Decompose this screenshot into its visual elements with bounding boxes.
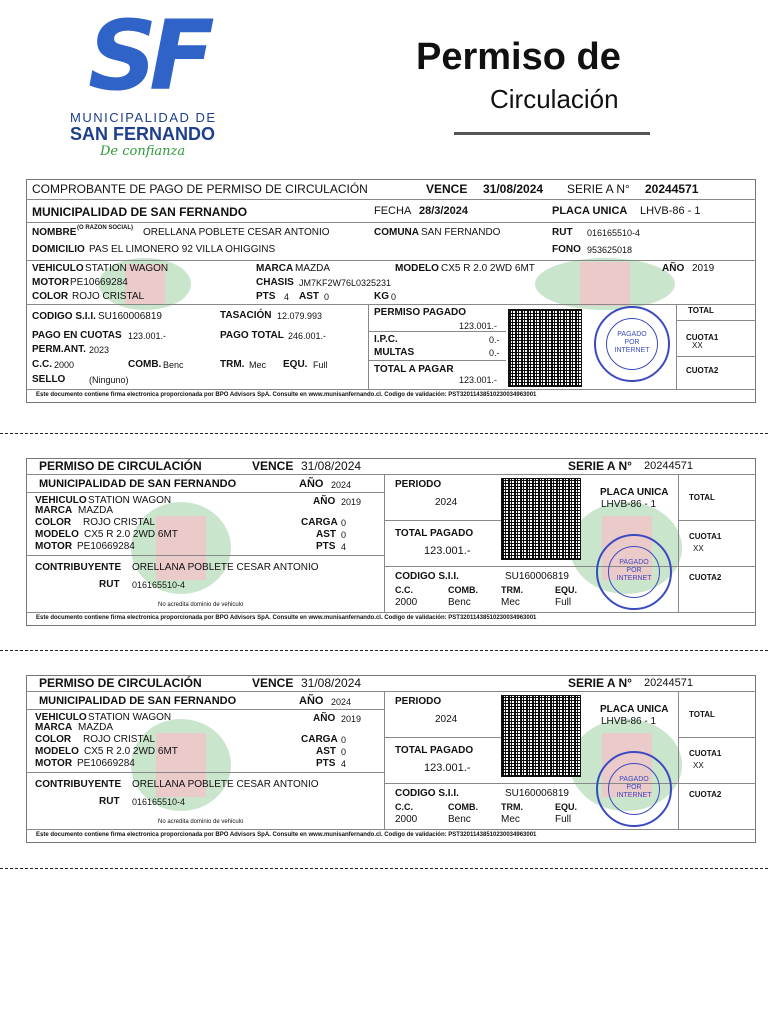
title-line2: Circulación — [490, 84, 619, 114]
stub-placa-value: LHVB-86 - 1 — [601, 716, 657, 727]
ipc-label: I.P.C. — [374, 334, 398, 345]
stub-modelo-label: MODELO — [35, 746, 79, 757]
stub-municipality: MUNICIPALIDAD DE SAN FERNANDO — [39, 695, 237, 707]
cuotas-label: PAGO EN CUOTAS — [32, 330, 122, 341]
sello-value: (Ninguno) — [89, 375, 129, 385]
stub-cuota1-label: CUOTA1 — [689, 532, 722, 541]
kg-label: KG — [374, 291, 389, 302]
stub-vence-label: VENCE — [252, 459, 294, 473]
municipal-logo — [60, 0, 240, 166]
permiso-pagado-label: PERMISO PAGADO — [374, 307, 467, 318]
stub-equ-value: Full — [555, 597, 572, 608]
stub-cuota1-label: CUOTA1 — [689, 749, 722, 758]
stub-contribuyente-value: ORELLANA POBLETE CESAR ANTONIO — [132, 562, 319, 573]
ipc-value: 0.- — [489, 335, 500, 345]
modelo-value: CX5 R 2.0 2WD 6MT — [441, 263, 535, 274]
pts-label: PTS — [256, 291, 276, 302]
stub-total-pagado-label: TOTAL PAGADO — [395, 528, 474, 539]
stub-serie-label: SERIE A N° — [568, 676, 632, 690]
stub-trm-value: Mec — [501, 814, 520, 825]
multas-label: MULTAS — [374, 347, 415, 358]
stub-color-label: COLOR — [35, 517, 72, 528]
stub-contribuyente-label: CONTRIBUYENTE — [35, 562, 122, 573]
stub-pts-label: PTS — [316, 541, 336, 552]
fono-value: 953625018 — [587, 245, 633, 255]
stub-rut-value: 016165510-4 — [132, 797, 186, 807]
stub-rut-label: RUT — [99, 579, 120, 590]
stub-marca-label: MARCA — [35, 505, 73, 516]
stub-codigo-value: SU160006819 — [505, 571, 569, 582]
stub-codigo-label: CODIGO S.I.I. — [395, 788, 459, 799]
stub-anio-vehiculo: 2019 — [341, 497, 362, 507]
stub-vence-value: 31/08/2024 — [301, 459, 362, 473]
stub-pts-value: 4 — [341, 759, 347, 769]
stub-vehiculo-value: STATION WAGON — [88, 495, 172, 506]
codigo-value: SU160006819 — [98, 311, 162, 322]
stub-no-acredita: No acredita dominio de vehiculo — [158, 819, 244, 825]
stub-rut-label: RUT — [99, 796, 120, 807]
stub-placa-label: PLACA UNICA — [600, 704, 669, 715]
stub-anio-label: AÑO — [299, 478, 324, 490]
comb-value: Benc — [163, 360, 184, 370]
stub-municipality: MUNICIPALIDAD DE SAN FERNANDO — [39, 478, 237, 490]
stub-trm-label: TRM. — [501, 585, 523, 595]
chasis-value: JM7KF2W76L0325231 — [299, 278, 392, 288]
stub-trm-value: Mec — [501, 597, 520, 608]
seal-center-1: PAGADO — [617, 331, 647, 338]
fono-label: FONO — [552, 244, 581, 255]
stub-vence-label: VENCE — [252, 676, 294, 690]
perm-ant-label: PERM.ANT. — [32, 344, 86, 355]
rut-value: 016165510-4 — [587, 228, 641, 238]
domicilio-value: PAS EL LIMONERO 92 VILLA OHIGGINS — [89, 244, 276, 255]
stub-carga-label: CARGA — [301, 734, 338, 745]
stub-comb-value: Benc — [448, 814, 471, 825]
chasis-label: CHASIS — [256, 277, 294, 288]
stub-color-label: COLOR — [35, 734, 72, 745]
stub-codigo-value: SU160006819 — [505, 788, 569, 799]
stub-vehiculo-value: STATION WAGON — [88, 712, 172, 723]
stub-total-label: TOTAL — [689, 710, 715, 719]
tasacion-label: TASACIÓN — [220, 310, 272, 321]
seal-center-3: INTERNET — [616, 792, 652, 799]
stub-equ-label: EQU. — [555, 585, 578, 595]
pago-total-value: 246.001.- — [288, 331, 327, 341]
qr-code — [501, 695, 581, 777]
stub-periodo-label: PERIODO — [395, 696, 442, 707]
placa-label: PLACA UNICA — [552, 205, 628, 217]
stub-equ-label: EQU. — [555, 802, 578, 812]
stub-anio-permiso: 2024 — [331, 697, 352, 707]
cut-line — [0, 868, 768, 869]
kg-value: 0 — [391, 292, 397, 302]
stub-anio-label: AÑO — [299, 695, 324, 707]
stub-motor-label: MOTOR — [35, 758, 73, 769]
logo-letters: SF — [88, 0, 207, 112]
stub-cuota2-label: CUOTA2 — [689, 573, 722, 582]
seal-center-3: INTERNET — [614, 347, 650, 354]
stub-comb-label: COMB. — [448, 585, 478, 595]
serie-value: 20244571 — [645, 182, 699, 196]
stub-modelo-label: MODELO — [35, 529, 79, 540]
comb-label: COMB. — [128, 359, 162, 370]
seal-center-2: POR — [626, 784, 642, 791]
cuota1-value: XX — [692, 341, 703, 350]
equ-value: Full — [313, 360, 328, 370]
equ-label: EQU. — [283, 359, 308, 370]
logo-tagline: De confianza — [100, 144, 186, 159]
stub-title: PERMISO DE CIRCULACIÓN — [39, 459, 202, 473]
comuna-value: SAN FERNANDO — [421, 227, 501, 238]
marca-value: MAZDA — [295, 263, 330, 274]
stub-vehiculo-label: VEHICULO — [35, 712, 87, 723]
cuotas-value: 123.001.- — [128, 331, 167, 341]
permiso-pagado-value: 123.001.- — [459, 321, 498, 331]
domicilio-label: DOMICILIO — [32, 244, 85, 255]
title-underline — [454, 132, 650, 135]
fecha-label: FECHA — [374, 205, 412, 217]
stub-total-pagado-value: 123.001.- — [424, 545, 471, 557]
nombre-value: ORELLANA POBLETE CESAR ANTONIO — [143, 227, 330, 238]
color-label: COLOR — [32, 291, 69, 302]
modelo-label: MODELO — [395, 263, 439, 274]
stub-cc-value: 2000 — [395, 814, 418, 825]
stub-marca-value: MAZDA — [78, 505, 113, 516]
stub-serie-value: 20244571 — [644, 460, 693, 472]
stub-serie-label: SERIE A N° — [568, 459, 632, 473]
multas-value: 0.- — [489, 348, 500, 358]
stub-anio-vehiculo-label: AÑO — [313, 496, 336, 507]
stub-periodo-value: 2024 — [435, 714, 458, 725]
seal-center-1: PAGADO — [619, 776, 649, 783]
stub-cuota2-label: CUOTA2 — [689, 790, 722, 799]
seal-center-2: POR — [626, 567, 642, 574]
stub-trm-label: TRM. — [501, 802, 523, 812]
total-pagar-value: 123.001.- — [459, 375, 498, 385]
municipality-name: MUNICIPALIDAD DE SAN FERNANDO — [32, 205, 248, 219]
stub-total-pagado-label: TOTAL PAGADO — [395, 745, 474, 756]
permit-stub-2 — [26, 675, 756, 843]
stub-anio-permiso: 2024 — [331, 480, 352, 490]
vehiculo-value: STATION WAGON — [85, 263, 169, 274]
stub-cuota1-value: XX — [693, 544, 704, 553]
cc-value: 2000 — [54, 360, 75, 370]
codigo-label: CODIGO S.I.I. — [32, 311, 96, 322]
nombre-sup: (O RAZON SOCIAL) — [77, 225, 133, 231]
stub-marca-value: MAZDA — [78, 722, 113, 733]
title-line1: Permiso de — [416, 36, 621, 78]
cuota1-label: CUOTA1 — [686, 333, 719, 342]
stub-comb-value: Benc — [448, 597, 471, 608]
vence-value: 31/08/2024 — [483, 182, 544, 196]
comuna-label: COMUNA — [374, 227, 419, 238]
stub-marca-label: MARCA — [35, 722, 73, 733]
stub-ast-value: 0 — [341, 530, 347, 540]
qr-code — [508, 309, 582, 387]
stub-placa-value: LHVB-86 - 1 — [601, 499, 657, 510]
stub-cuota1-value: XX — [693, 761, 704, 770]
color-value: ROJO CRISTAL — [72, 291, 145, 302]
stub-footer: Este documento contiene firma electronica proporcionada por BPO Advisors SpA. Consulte en www.munisanfernando.cl. Codigo de validación: PST32011438510230034963001 — [36, 832, 537, 838]
paid-seal — [596, 534, 672, 610]
nombre-label: NOMBRE — [32, 227, 77, 238]
ast-label: AST — [299, 291, 319, 302]
seal-center-3: INTERNET — [616, 575, 652, 582]
stub-cc-label: C.C. — [395, 802, 413, 812]
total-pagar-label: TOTAL A PAGAR — [374, 364, 454, 375]
motor-value: PE10669284 — [70, 277, 128, 288]
total-label: TOTAL — [688, 306, 714, 315]
receipt-footer: Este documento contiene firma electronica proporcionada por BPO Advisors SpA. Consulte en www.munisanfernando.cl. Codigo de validación: PST32011438510230034963001 — [36, 392, 537, 398]
pts-value: 4 — [284, 292, 290, 302]
stub-rut-value: 016165510-4 — [132, 580, 186, 590]
stub-motor-value: PE10669284 — [77, 541, 135, 552]
stub-carga-value: 0 — [341, 735, 347, 745]
cut-line — [0, 433, 768, 434]
stub-no-acredita: No acredita dominio de vehiculo — [158, 602, 244, 608]
stub-carga-label: CARGA — [301, 517, 338, 528]
stub-vence-value: 31/08/2024 — [301, 676, 362, 690]
stub-title: PERMISO DE CIRCULACIÓN — [39, 676, 202, 690]
stub-pts-label: PTS — [316, 758, 336, 769]
paid-seal — [594, 306, 670, 382]
qr-code — [501, 478, 581, 560]
trm-value: Mec — [249, 360, 267, 370]
stub-serie-value: 20244571 — [644, 677, 693, 689]
vence-label: VENCE — [426, 182, 468, 196]
placa-value: LHVB-86 - 1 — [640, 205, 701, 217]
cc-label: C.C. — [32, 359, 52, 370]
stub-motor-label: MOTOR — [35, 541, 73, 552]
motor-label: MOTOR — [32, 277, 70, 288]
stub-vehiculo-label: VEHICULO — [35, 495, 87, 506]
marca-label: MARCA — [256, 263, 294, 274]
seal-center-2: POR — [624, 339, 640, 346]
stub-contribuyente-value: ORELLANA POBLETE CESAR ANTONIO — [132, 779, 319, 790]
stub-total-label: TOTAL — [689, 493, 715, 502]
stub-cc-label: C.C. — [395, 585, 413, 595]
stub-ast-label: AST — [316, 746, 336, 757]
stub-color-value: ROJO CRISTAL — [83, 517, 156, 528]
stub-total-pagado-value: 123.001.- — [424, 762, 471, 774]
stub-ast-value: 0 — [341, 747, 347, 757]
stub-modelo-value: CX5 R 2.0 2WD 6MT — [84, 746, 178, 757]
stub-modelo-value: CX5 R 2.0 2WD 6MT — [84, 529, 178, 540]
stub-comb-label: COMB. — [448, 802, 478, 812]
serie-label: SERIE A N° — [567, 182, 630, 196]
receipt-heading: COMPROBANTE DE PAGO DE PERMISO DE CIRCULACIÓN — [32, 182, 368, 196]
fecha-value: 28/3/2024 — [419, 205, 468, 217]
paid-seal — [596, 751, 672, 827]
stub-ast-label: AST — [316, 529, 336, 540]
stub-contribuyente-label: CONTRIBUYENTE — [35, 779, 122, 790]
anio-value: 2019 — [692, 263, 715, 274]
permit-stub-1 — [26, 458, 756, 626]
cut-line — [0, 650, 768, 651]
vehiculo-label: VEHICULO — [32, 263, 84, 274]
stub-anio-vehiculo: 2019 — [341, 714, 362, 724]
logo-line2: SAN FERNANDO — [70, 124, 216, 144]
stub-carga-value: 0 — [341, 518, 347, 528]
anio-label: AÑO — [662, 263, 685, 274]
rut-label: RUT — [552, 227, 573, 238]
seal-center-1: PAGADO — [619, 559, 649, 566]
stub-pts-value: 4 — [341, 542, 347, 552]
perm-ant-value: 2023 — [89, 345, 110, 355]
stub-periodo-value: 2024 — [435, 497, 458, 508]
stub-periodo-label: PERIODO — [395, 479, 442, 490]
stub-anio-vehiculo-label: AÑO — [313, 713, 336, 724]
logo-line1: MUNICIPALIDAD DE — [70, 110, 217, 125]
pago-total-label: PAGO TOTAL — [220, 330, 284, 341]
stub-motor-value: PE10669284 — [77, 758, 135, 769]
stub-footer: Este documento contiene firma electronica proporcionada por BPO Advisors SpA. Consulte en www.munisanfernando.cl. Codigo de validación: PST32011438510230034963001 — [36, 615, 537, 621]
trm-label: TRM. — [220, 359, 245, 370]
stub-placa-label: PLACA UNICA — [600, 487, 669, 498]
stub-codigo-label: CODIGO S.I.I. — [395, 571, 459, 582]
stub-equ-value: Full — [555, 814, 572, 825]
cuota2-label: CUOTA2 — [686, 366, 719, 375]
stub-cc-value: 2000 — [395, 597, 418, 608]
sello-label: SELLO — [32, 374, 66, 385]
stub-color-value: ROJO CRISTAL — [83, 734, 156, 745]
ast-value: 0 — [324, 292, 330, 302]
tasacion-value: 12.079.993 — [277, 311, 323, 321]
